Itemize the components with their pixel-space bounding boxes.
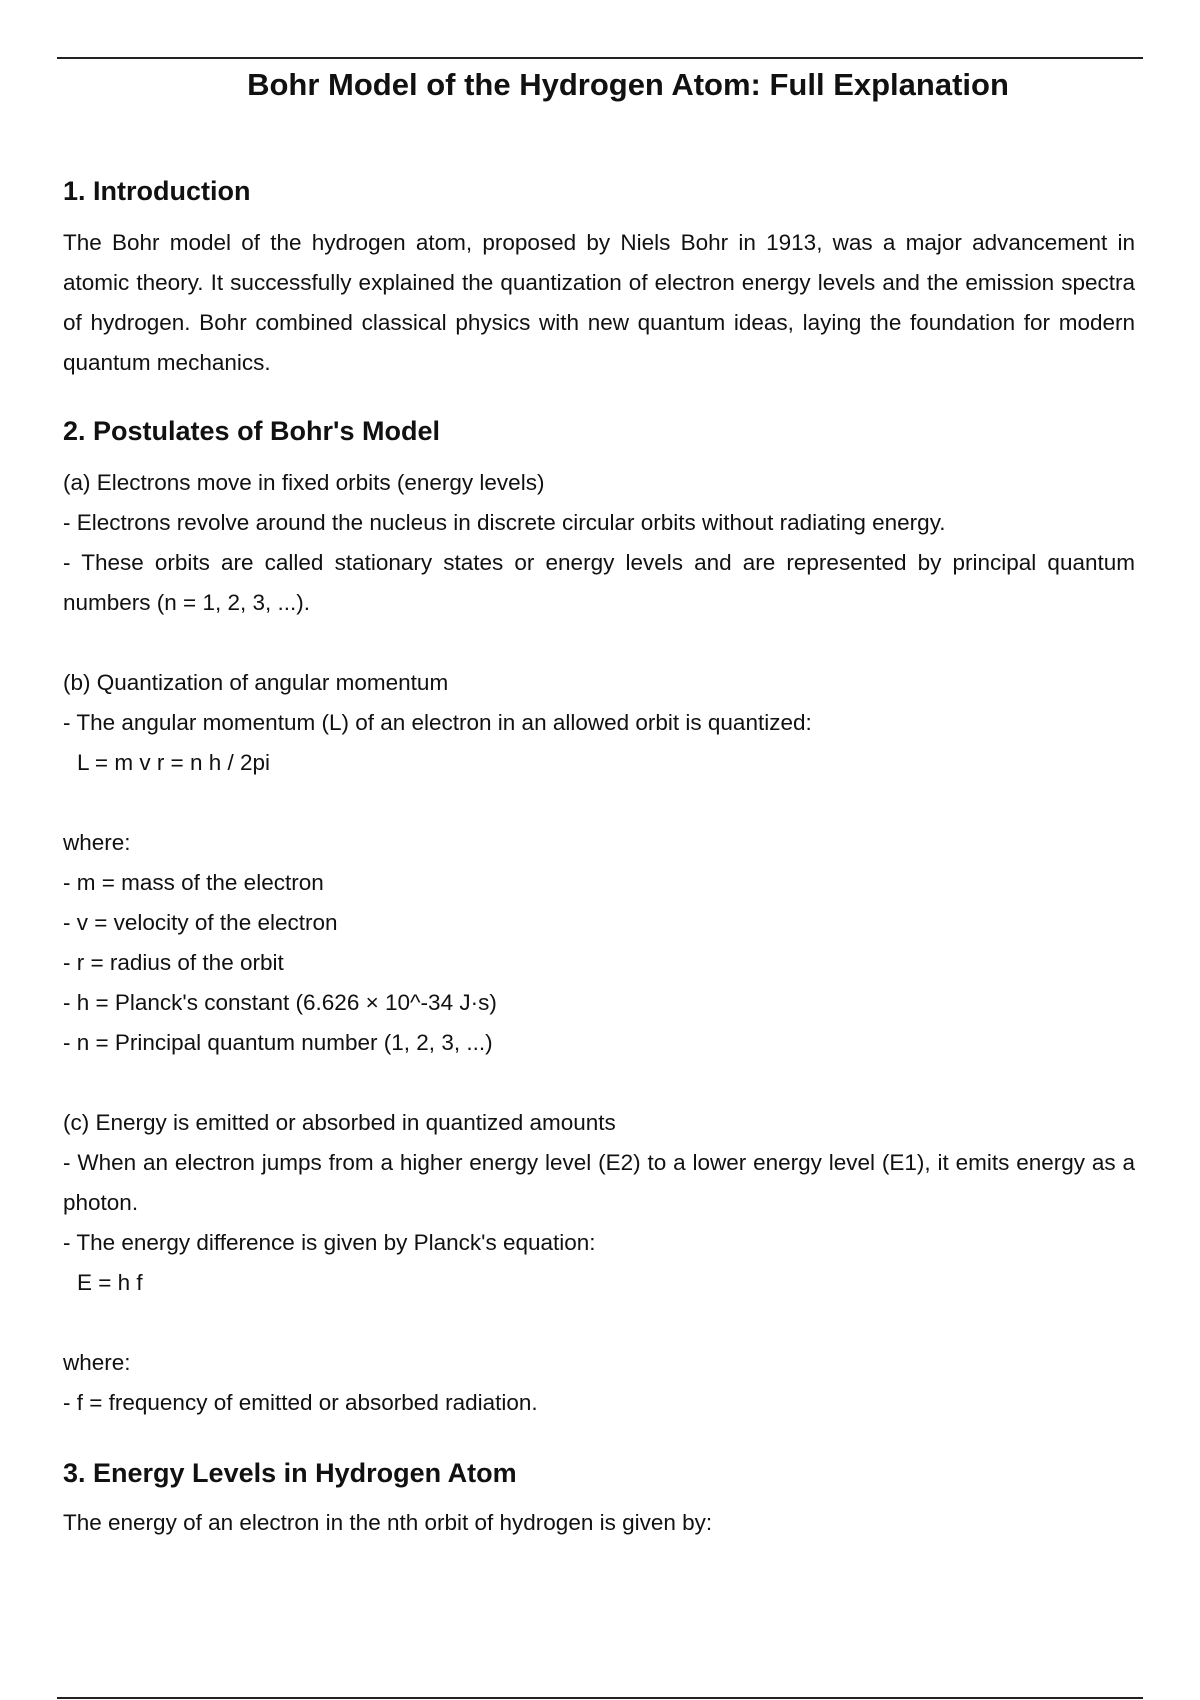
heading-introduction: 1. Introduction: [63, 176, 251, 206]
postulate-c-title: (c) Energy is emitted or absorbed in quantized amounts: [63, 1110, 616, 1135]
definition-item: - h = Planck's constant (6.626 × 10^-34 J·s): [63, 990, 497, 1015]
postulate-a-bullet-1: - Electrons revolve around the nucleus in discrete circular orbits without radiating energy.: [63, 510, 946, 535]
postulate-a-title: (a) Electrons move in fixed orbits (energy levels): [63, 470, 545, 495]
angular-momentum-equation: L = m v r = n h / 2pi: [77, 750, 271, 775]
postulate-c-bullet-2: - The energy difference is given by Planck's equation:: [63, 1230, 596, 1255]
planck-equation: E = h f: [77, 1270, 143, 1295]
postulate-b-bullet-1: - The angular momentum (L) of an electron in an allowed orbit is quantized:: [63, 710, 812, 735]
postulate-b-where: where:: [63, 830, 131, 855]
heading-energy-levels: 3. Energy Levels in Hydrogen Atom: [63, 1458, 517, 1488]
postulate-b-title: (b) Quantization of angular momentum: [63, 670, 449, 695]
definition-item: - m = mass of the electron: [63, 870, 324, 895]
definition-item: - n = Principal quantum number (1, 2, 3, ...): [63, 1030, 493, 1055]
postulate-c-where: where:: [63, 1350, 131, 1375]
top-rule: [57, 57, 1143, 59]
document-title: Bohr Model of the Hydrogen Atom: Full Explanation: [247, 67, 1009, 102]
postulate-c-bullet-1: - When an electron jumps from a higher energy level (E2) to a lower energy level (E1), it emits energy as a photon.: [63, 1150, 1135, 1215]
definition-item: - r = radius of the orbit: [63, 950, 284, 975]
intro-paragraph: The Bohr model of the hydrogen atom, proposed by Niels Bohr in 1913, was a major advancement in atomic theory. It successfully explained the quantization of electron energy levels and the emission spectra of hydrogen. Bohr combined classical physics with new quantum ideas, laying the foundation for modern quantum mechanics.: [63, 230, 1135, 375]
definition-item: - f = frequency of emitted or absorbed radiation.: [63, 1390, 538, 1415]
energy-levels-paragraph: The energy of an electron in the nth orbit of hydrogen is given by:: [63, 1510, 713, 1535]
definition-item: - v = velocity of the electron: [63, 910, 338, 935]
postulate-a-bullet-2: - These orbits are called stationary states or energy levels and are represented by principal quantum numbers (n = 1, 2, 3, ...).: [63, 550, 1135, 615]
bottom-rule: [57, 1697, 1143, 1699]
heading-postulates: 2. Postulates of Bohr's Model: [63, 416, 440, 446]
